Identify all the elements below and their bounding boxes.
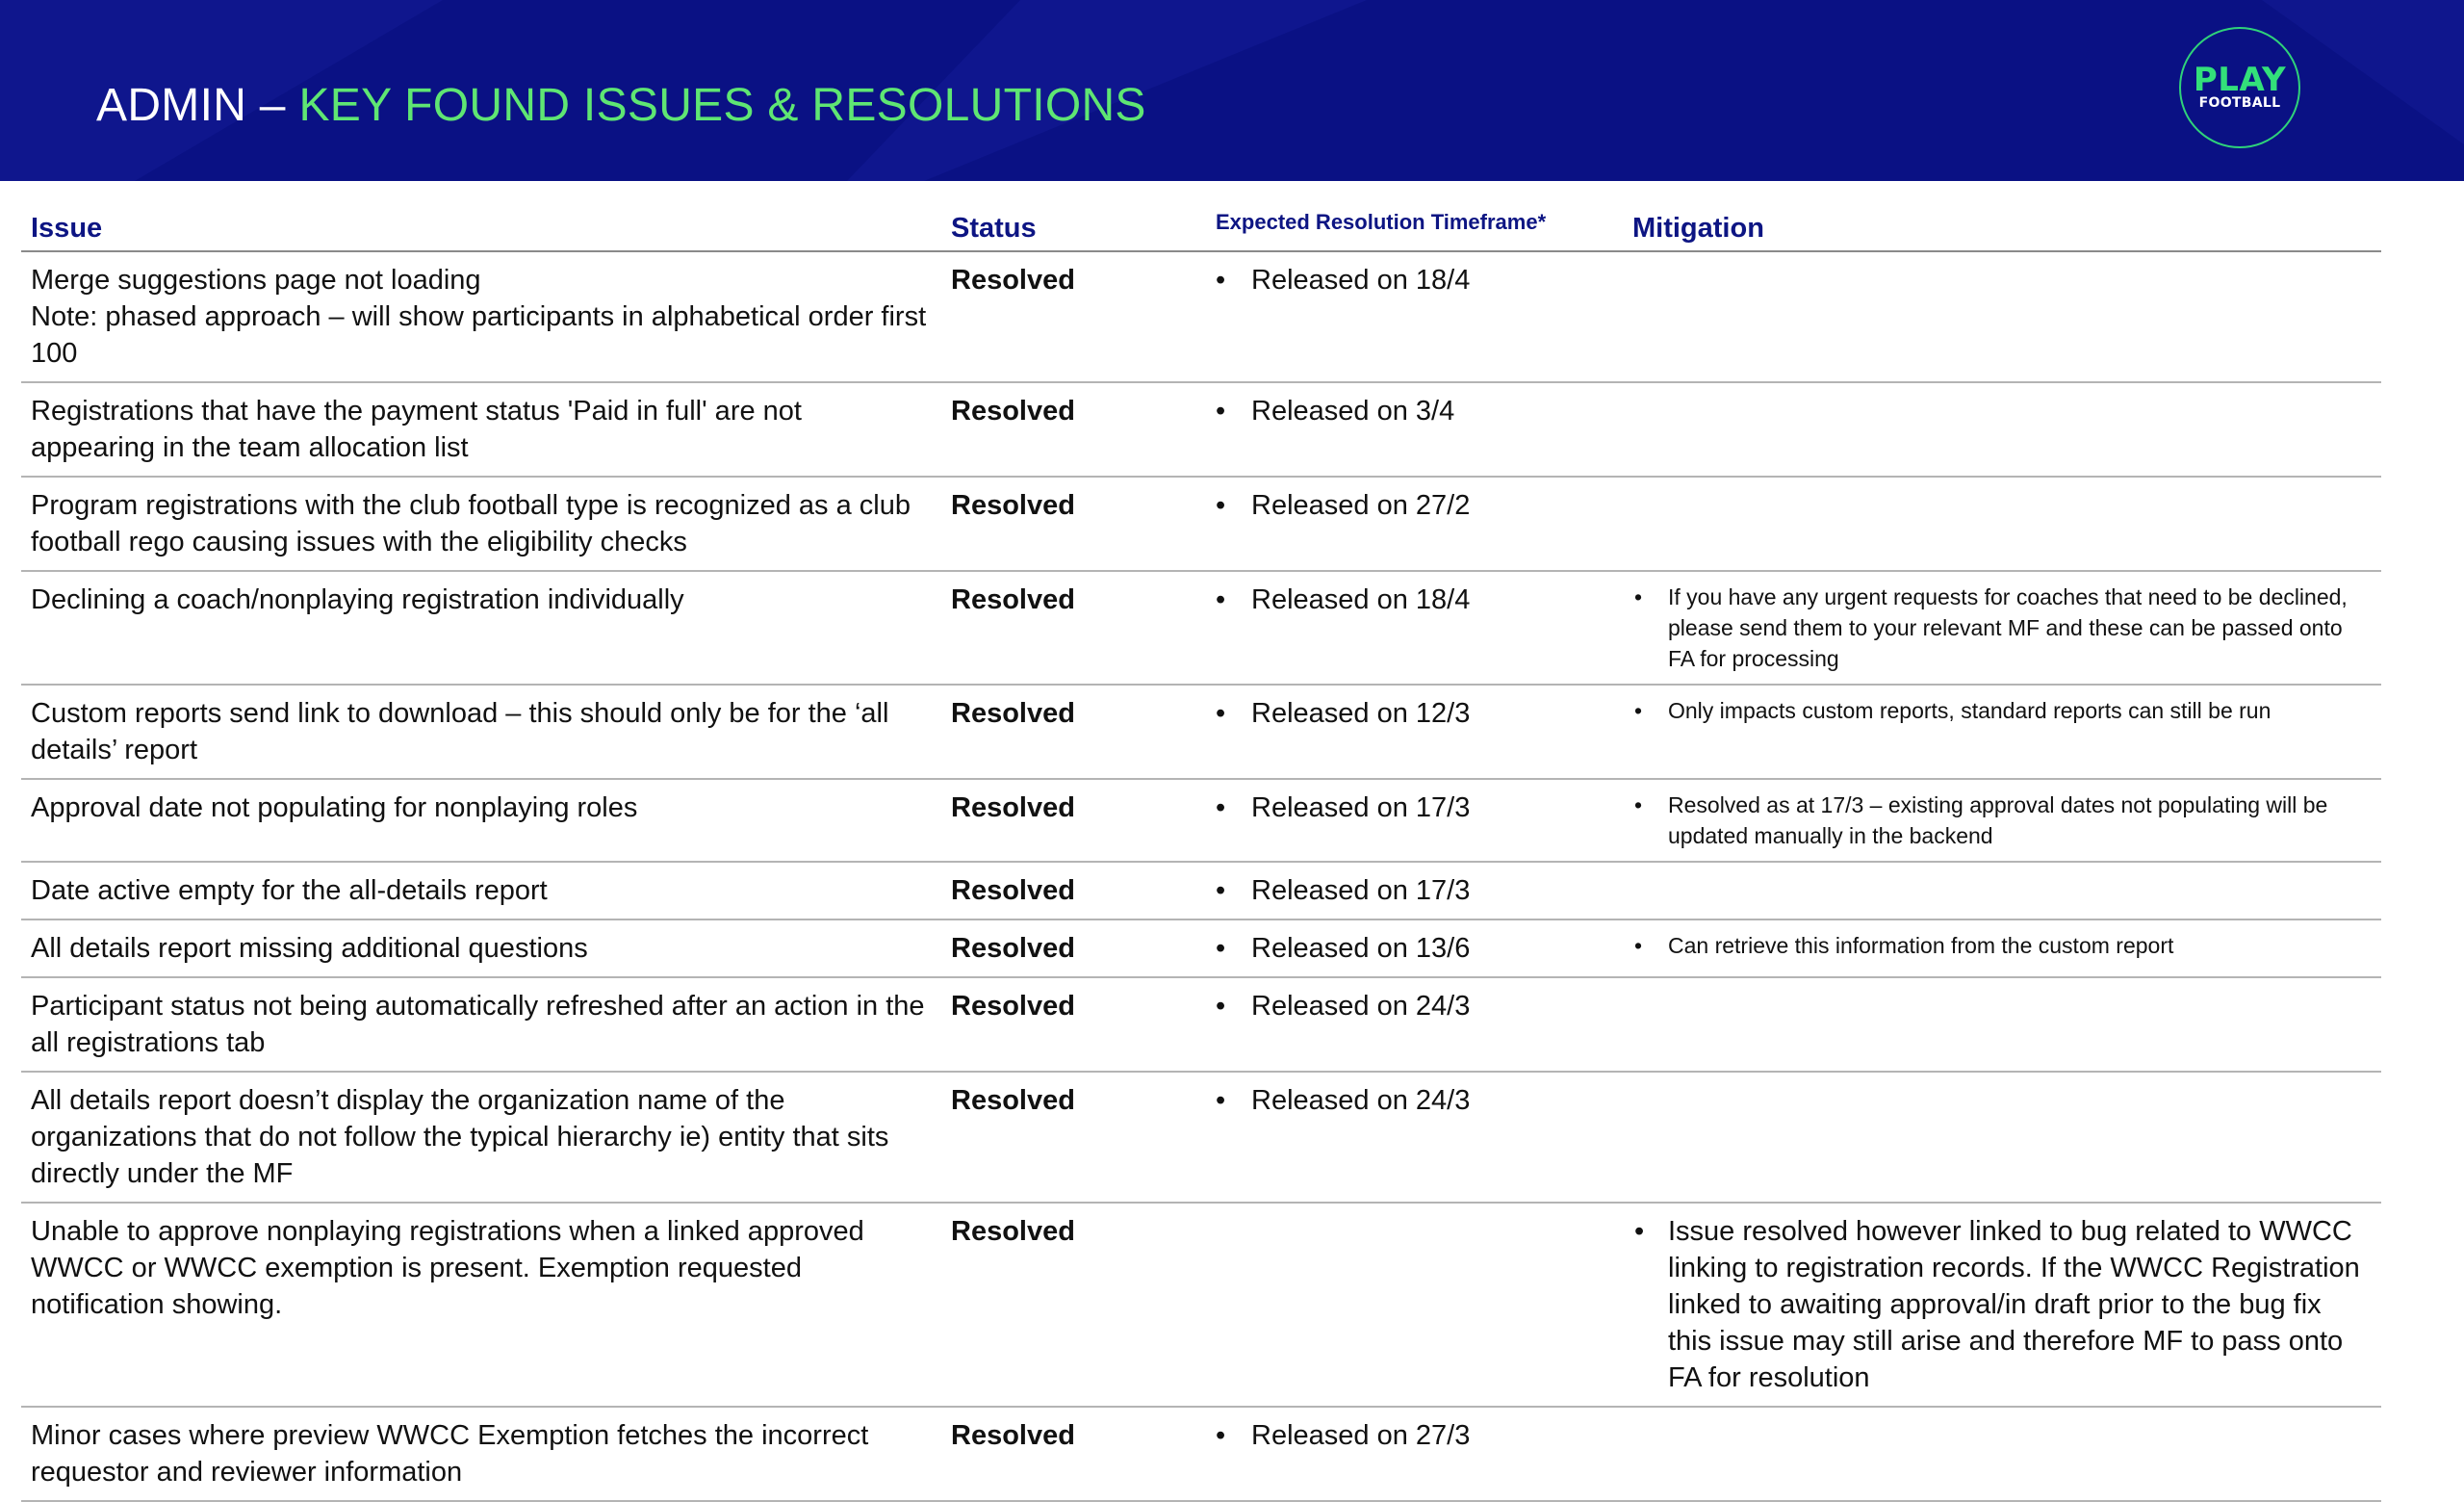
mitigation-cell xyxy=(1623,977,2381,1072)
issue-cell xyxy=(21,571,941,685)
page-title xyxy=(96,79,1146,132)
status-cell: Resolved xyxy=(941,1407,1206,1501)
mitigation-cell xyxy=(1623,862,2381,919)
mitigation-cell xyxy=(1623,1203,2381,1407)
timeframe-cell xyxy=(1206,1407,1623,1501)
mitigation-cell xyxy=(1623,919,2381,977)
issue-text: Minor cases where preview WWCC Exemption fetches the incorrect requestor and reviewer information xyxy=(31,1420,869,1488)
timeframe-bullet: • Released on 27/3 xyxy=(1216,1417,1613,1454)
timeframe-cell xyxy=(1206,251,1623,382)
status-cell: Resolved xyxy=(941,977,1206,1072)
issue-text: All details report missing additional questions xyxy=(31,933,588,964)
issue-text: Participant status not being automatically refreshed after an action in the all registrations tab xyxy=(31,991,925,1058)
mitigation-cell xyxy=(1623,1072,2381,1203)
mitigation-cell xyxy=(1623,779,2381,862)
issue-text: Merge suggestions page not loading xyxy=(31,265,481,296)
mitigation-cell xyxy=(1623,1407,2381,1501)
table-row xyxy=(21,1203,2381,1407)
timeframe-bullet: • Released on 24/3 xyxy=(1216,988,1613,1024)
timeframe-bullet: • Released on 17/3 xyxy=(1216,790,1613,826)
mitigation-bullet: • Issue resolved however linked to bug related to WWCC linking to registration records. If the WWCC Registration linked to awaiting approval/in draft prior to the bug fix this issue may still arise and therefore MF to pass onto FA for resolution xyxy=(1632,1213,2372,1396)
issue-cell xyxy=(21,1072,941,1203)
play-football-logo xyxy=(2179,27,2300,148)
timeframe-cell xyxy=(1206,919,1623,977)
timeframe-cell xyxy=(1206,685,1623,779)
issue-cell xyxy=(21,779,941,862)
issue-cell xyxy=(21,251,941,382)
issue-cell xyxy=(21,977,941,1072)
issues-table xyxy=(21,193,2381,1502)
table-row xyxy=(21,1072,2381,1203)
table-row xyxy=(21,571,2381,685)
mitigation-cell xyxy=(1623,251,2381,382)
timeframe-cell xyxy=(1206,382,1623,477)
timeframe-bullet: • Released on 27/2 xyxy=(1216,487,1613,524)
mitigation-cell xyxy=(1623,685,2381,779)
issue-cell xyxy=(21,862,941,919)
issue-text: Approval date not populating for nonplaying roles xyxy=(31,792,638,823)
timeframe-cell xyxy=(1206,862,1623,919)
header-banner xyxy=(0,0,2464,181)
status-cell: Resolved xyxy=(941,477,1206,571)
timeframe-cell xyxy=(1206,977,1623,1072)
logo-line1: PLAY xyxy=(2193,61,2287,99)
logo-line2: FOOTBALL xyxy=(2198,95,2281,111)
table-row xyxy=(21,477,2381,571)
table-body xyxy=(21,251,2381,1501)
column-header-timeframe: Expected Resolution Timeframe* xyxy=(1206,193,1623,251)
status-cell: Resolved xyxy=(941,862,1206,919)
issue-text: Declining a coach/nonplaying registration individually xyxy=(31,584,684,615)
timeframe-cell xyxy=(1206,571,1623,685)
timeframe-bullet: • Released on 24/3 xyxy=(1216,1082,1613,1119)
issue-text: Custom reports send link to download – this should only be for the ‘all details’ report xyxy=(31,698,889,765)
mitigation-bullet: • Can retrieve this information from the custom report xyxy=(1632,930,2372,961)
mitigation-cell xyxy=(1623,477,2381,571)
status-cell: Resolved xyxy=(941,685,1206,779)
timeframe-bullet: • Released on 17/3 xyxy=(1216,872,1613,909)
status-cell: Resolved xyxy=(941,779,1206,862)
timeframe-bullet: • Released on 18/4 xyxy=(1216,262,1613,298)
timeframe-cell xyxy=(1206,1072,1623,1203)
mitigation-cell xyxy=(1623,571,2381,685)
timeframe-bullet: • Released on 13/6 xyxy=(1216,930,1613,967)
status-cell: Resolved xyxy=(941,919,1206,977)
timeframe-bullet: • Released on 3/4 xyxy=(1216,393,1613,429)
issue-text: Registrations that have the payment status 'Paid in full' are not appearing in the team allocation list xyxy=(31,396,802,463)
issue-cell xyxy=(21,477,941,571)
timeframe-cell xyxy=(1206,477,1623,571)
status-cell: Resolved xyxy=(941,1072,1206,1203)
table-row xyxy=(21,977,2381,1072)
issue-cell xyxy=(21,1407,941,1501)
table-row xyxy=(21,1407,2381,1501)
issue-text: Program registrations with the club football type is recognized as a club football rego causing issues with the eligibility checks xyxy=(31,490,911,557)
issue-cell xyxy=(21,685,941,779)
column-header-mitigation: Mitigation xyxy=(1623,193,2381,251)
timeframe-cell xyxy=(1206,779,1623,862)
table-row xyxy=(21,862,2381,919)
table-row xyxy=(21,382,2381,477)
title-accent: KEY FOUND ISSUES & RESOLUTIONS xyxy=(298,80,1146,131)
timeframe-cell xyxy=(1206,1203,1623,1407)
mitigation-bullet: • Only impacts custom reports, standard reports can still be run xyxy=(1632,695,2372,726)
table-row xyxy=(21,779,2381,862)
table-row xyxy=(21,919,2381,977)
issue-cell xyxy=(21,382,941,477)
column-header-issue: Issue xyxy=(21,193,941,251)
status-cell: Resolved xyxy=(941,571,1206,685)
issue-text: Unable to approve nonplaying registrations when a linked approved WWCC or WWCC exemption is present. Exemption requested notification showing. xyxy=(31,1216,864,1320)
mitigation-bullet: • If you have any urgent requests for coaches that need to be declined, please send them to your relevant MF and these can be passed onto FA for processing xyxy=(1632,582,2372,674)
status-cell: Resolved xyxy=(941,251,1206,382)
status-cell: Resolved xyxy=(941,1203,1206,1407)
mitigation-bullet: • Resolved as at 17/3 – existing approval dates not populating will be updated manually in the backend xyxy=(1632,790,2372,851)
timeframe-bullet: • Released on 12/3 xyxy=(1216,695,1613,732)
table-row xyxy=(21,251,2381,382)
issue-cell xyxy=(21,919,941,977)
timeframe-bullet: • Released on 18/4 xyxy=(1216,582,1613,618)
table-header-row xyxy=(21,193,2381,251)
column-header-status: Status xyxy=(941,193,1206,251)
issue-text: Note: phased approach – will show participants in alphabetical order first 100 xyxy=(31,301,927,369)
issue-cell xyxy=(21,1203,941,1407)
status-cell: Resolved xyxy=(941,382,1206,477)
title-prefix: ADMIN – xyxy=(96,80,299,131)
issue-text: All details report doesn’t display the organization name of the organizations that do not follow the typical hierarchy ie) entity that sits directly under the MF xyxy=(31,1085,889,1189)
table-row xyxy=(21,685,2381,779)
mitigation-cell xyxy=(1623,382,2381,477)
issue-text: Date active empty for the all-details report xyxy=(31,875,548,906)
